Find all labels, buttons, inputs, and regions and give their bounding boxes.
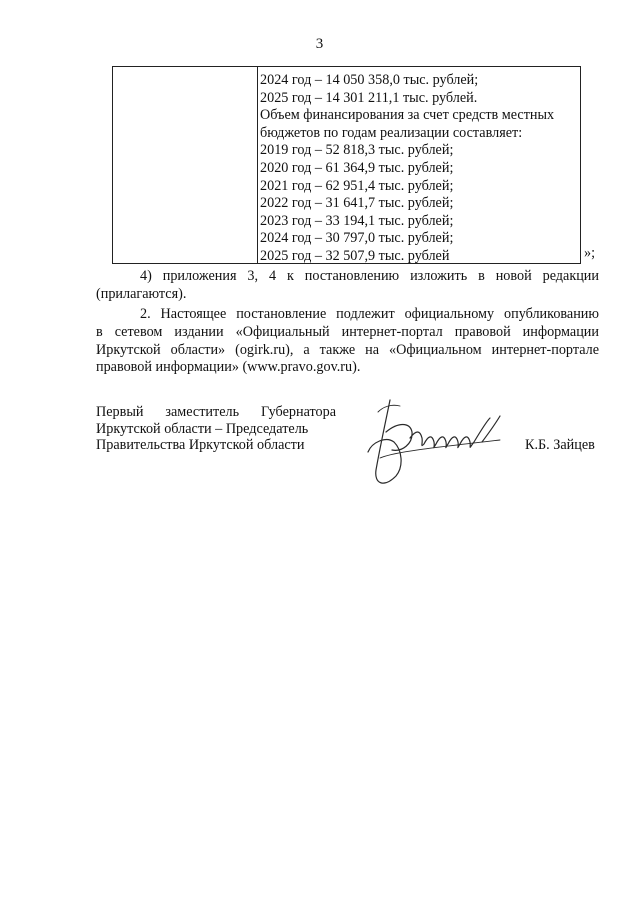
table-left-column: [113, 67, 258, 263]
financing-line: Объем финансирования за счет средств местных: [260, 107, 555, 124]
paragraph-item-2: [96, 306, 599, 377]
financing-line: 2019 год – 52 818,3 тыс. рублей;: [260, 142, 454, 159]
page-number: 3: [315, 36, 324, 52]
paragraph-line: 4) приложения 3, 4 к постановлению изложить в новой редакции: [140, 268, 599, 284]
financing-line: 2020 год – 61 364,9 тыс. рублей;: [260, 159, 454, 176]
table-right-column: [260, 72, 580, 266]
financing-line: 2024 год – 30 797,0 тыс. рублей;: [260, 230, 454, 247]
financing-line: 2025 год – 32 507,9 тыс. рублей: [260, 247, 450, 264]
signatory-title-line: Иркутской области – Председатель: [96, 420, 309, 437]
financing-line: 2025 год – 14 301 211,1 тыс. рублей.: [260, 89, 478, 106]
closing-quote-mark: »;: [584, 245, 596, 261]
paragraph-line: в сетевом издании «Официальный интернет-портал правовой информации: [96, 323, 599, 340]
handwritten-signature: [350, 392, 520, 502]
paragraph-line: (прилагаются).: [96, 285, 187, 302]
signatory-title-line: Правительства Иркутской области: [96, 437, 305, 454]
paragraph-item-4: [96, 268, 599, 304]
financing-line: бюджетов по годам реализации составляет:: [260, 124, 523, 141]
paragraph-line: 2. Настоящее постановление подлежит официальному опубликованию: [140, 306, 599, 322]
financing-line: 2022 год – 31 641,7 тыс. рублей;: [260, 195, 454, 212]
signer-name: К.Б. Зайцев: [525, 437, 595, 453]
financing-table: [112, 66, 581, 264]
financing-line: 2023 год – 33 194,1 тыс. рублей;: [260, 212, 454, 229]
paragraph-line: Иркутской области» (ogirk.ru), а также на «Официальном интернет-портале: [96, 341, 599, 358]
financing-line: 2021 год – 62 951,4 тыс. рублей;: [260, 177, 454, 194]
signatory-title: [96, 404, 336, 454]
paragraph-line: правовой информации» (www.pravo.gov.ru).: [96, 359, 361, 376]
financing-line: 2024 год – 14 050 358,0 тыс. рублей;: [260, 72, 479, 88]
signatory-title-line: Первый заместитель Губернатора: [96, 404, 336, 420]
